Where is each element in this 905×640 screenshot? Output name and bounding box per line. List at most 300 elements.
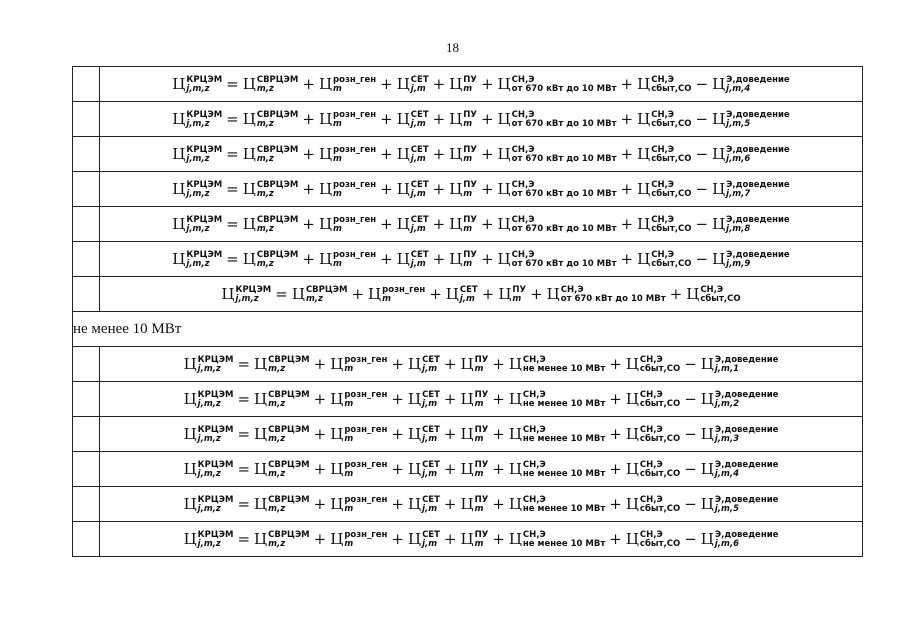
subscript: m xyxy=(463,224,473,235)
price-symbol: Ц xyxy=(318,214,333,233)
plus-sign: + xyxy=(380,250,393,269)
superscript: розн_ген xyxy=(344,354,388,365)
script xyxy=(726,216,790,234)
price-symbol: Ц xyxy=(318,179,333,198)
row-stub-cell xyxy=(73,102,100,137)
script xyxy=(198,531,234,549)
subscript: j,m xyxy=(410,119,426,130)
price-symbol: Ц xyxy=(449,179,463,198)
price-symbol: Ц xyxy=(183,494,197,513)
superscript: СЕТ xyxy=(422,389,440,400)
superscript: розн_ген xyxy=(333,214,377,225)
price-symbol: Ц xyxy=(712,249,726,268)
price-symbol: Ц xyxy=(172,109,186,128)
price-symbol: Ц xyxy=(242,74,256,93)
superscript: розн_ген xyxy=(333,74,377,85)
price-symbol: Ц xyxy=(330,354,344,373)
plus-sign: + xyxy=(432,75,446,94)
row-stub-cell xyxy=(73,452,100,487)
formula xyxy=(172,111,789,129)
plus-sign: + xyxy=(391,355,404,374)
plus-sign: + xyxy=(391,530,404,549)
script xyxy=(422,426,440,444)
equals-sign: = xyxy=(226,180,239,199)
price-symbol: Ц xyxy=(183,424,197,443)
price-symbol: Ц xyxy=(625,529,639,548)
subscript: j,m,z xyxy=(186,189,210,200)
price-symbol: Ц xyxy=(508,354,522,373)
superscript: розн_ген xyxy=(344,529,388,540)
formula xyxy=(184,496,779,514)
price-symbol: Ц xyxy=(508,459,522,478)
subscript: j,m,z xyxy=(186,84,210,95)
plus-sign: + xyxy=(669,285,683,304)
script xyxy=(523,461,605,479)
equals-sign: = xyxy=(237,390,251,409)
price-symbol: Ц xyxy=(497,214,511,233)
subscript: от 670 кВт до 10 МВт xyxy=(511,259,617,270)
superscript: СН,Э xyxy=(522,424,546,435)
script xyxy=(715,461,779,479)
equals-sign: = xyxy=(226,145,239,164)
superscript: СВРЦЭМ xyxy=(268,459,310,470)
subscript: сбыт,СО xyxy=(651,119,692,130)
script xyxy=(257,181,299,199)
subscript: m,z xyxy=(268,399,286,410)
superscript: Э,доведение xyxy=(726,144,790,155)
plus-sign: + xyxy=(443,355,457,374)
superscript: СЕТ xyxy=(422,354,440,365)
script xyxy=(344,461,387,479)
superscript: КРЦЭМ xyxy=(186,214,223,225)
plus-sign: + xyxy=(380,145,393,164)
formula-cell xyxy=(100,277,863,312)
subscript: j,m,z xyxy=(186,224,210,235)
script xyxy=(268,356,310,374)
minus-sign: − xyxy=(695,215,709,234)
superscript: СВРЦЭМ xyxy=(256,249,299,260)
price-symbol: Ц xyxy=(318,144,333,163)
formula-cell xyxy=(100,102,863,137)
price-symbol: Ц xyxy=(460,494,474,513)
subscript: j,m,6 xyxy=(714,539,740,550)
superscript: КРЦЭМ xyxy=(186,179,223,190)
subscript: сбыт,СО xyxy=(700,294,741,305)
price-symbol: Ц xyxy=(508,424,522,443)
script xyxy=(411,251,429,269)
superscript: СВРЦЭМ xyxy=(268,354,310,365)
price-symbol: Ц xyxy=(407,459,422,478)
superscript: КРЦЭМ xyxy=(197,459,234,470)
formula-table-body xyxy=(73,67,863,557)
subscript: m,z xyxy=(256,84,274,95)
superscript: СН,Э xyxy=(651,249,675,260)
price-symbol: Ц xyxy=(330,494,344,513)
formula-row xyxy=(73,347,863,382)
plus-sign: + xyxy=(380,110,393,129)
price-symbol: Ц xyxy=(318,74,333,93)
subscript: j,m,z xyxy=(197,399,221,410)
plus-sign: + xyxy=(609,530,622,549)
row-stub-cell xyxy=(73,242,100,277)
subscript: m xyxy=(333,154,342,165)
plus-sign: + xyxy=(302,250,315,269)
superscript: СН,Э xyxy=(639,354,663,365)
price-symbol: Ц xyxy=(407,424,422,443)
plus-sign: + xyxy=(492,390,505,409)
script xyxy=(512,146,617,164)
superscript: СН,Э xyxy=(651,179,675,190)
subscript: j,m,5 xyxy=(714,504,740,515)
subscript: сбыт,СО xyxy=(651,154,692,165)
script xyxy=(460,286,478,304)
script xyxy=(640,496,680,514)
price-symbol: Ц xyxy=(637,74,651,93)
price-symbol: Ц xyxy=(637,179,651,198)
subscript: сбыт,СО xyxy=(639,434,681,445)
plus-sign: + xyxy=(480,180,494,199)
superscript: Э,доведение xyxy=(726,214,790,225)
superscript: КРЦЭМ xyxy=(235,284,272,295)
script xyxy=(640,461,680,479)
subscript: m xyxy=(463,259,473,270)
price-symbol: Ц xyxy=(508,389,522,408)
script xyxy=(715,531,779,549)
subscript: сбыт,СО xyxy=(639,399,681,410)
superscript: СВРЦЭМ xyxy=(268,494,310,505)
subscript: j,m,9 xyxy=(726,259,751,270)
price-symbol: Ц xyxy=(637,249,651,268)
superscript: СН,Э xyxy=(511,249,535,260)
formula-row xyxy=(73,522,863,557)
subscript: сбыт,СО xyxy=(639,364,681,375)
plus-sign: + xyxy=(380,215,393,234)
script xyxy=(333,146,376,164)
subscript: m xyxy=(512,294,522,305)
subscript: j,m,5 xyxy=(726,119,751,130)
superscript: КРЦЭМ xyxy=(197,424,234,435)
price-symbol: Ц xyxy=(449,109,463,128)
script xyxy=(411,216,429,234)
subscript: j,m xyxy=(410,224,426,235)
script xyxy=(186,181,222,199)
plus-sign: + xyxy=(380,180,393,199)
script xyxy=(726,146,790,164)
subscript: m,z xyxy=(268,469,286,480)
superscript: СН,Э xyxy=(651,144,675,155)
superscript: розн_ген xyxy=(344,494,388,505)
subscript: m xyxy=(474,364,484,375)
script xyxy=(257,111,299,129)
script xyxy=(523,426,605,444)
formula-row xyxy=(73,277,863,312)
price-symbol: Ц xyxy=(712,144,726,163)
superscript: Э,доведение xyxy=(726,249,790,260)
superscript: СН,Э xyxy=(651,214,675,225)
plus-sign: + xyxy=(480,215,494,234)
plus-sign: + xyxy=(492,355,505,374)
subscript: m xyxy=(333,189,342,200)
subscript: j,m,3 xyxy=(714,434,740,445)
superscript: СН,Э xyxy=(651,109,675,120)
minus-sign: − xyxy=(684,460,697,479)
script xyxy=(422,531,440,549)
subscript: m,z xyxy=(268,504,286,515)
superscript: КРЦЭМ xyxy=(186,109,223,120)
price-symbol: Ц xyxy=(330,459,344,478)
formula-cell xyxy=(100,242,863,277)
subscript: j,m,2 xyxy=(714,399,740,410)
subscript: от 670 кВт до 10 МВт xyxy=(511,119,617,130)
formula-row xyxy=(73,207,863,242)
plus-sign: + xyxy=(443,425,457,444)
subscript: сбыт,СО xyxy=(651,189,692,200)
superscript: Э,доведение xyxy=(714,459,779,470)
subscript: j,m xyxy=(410,189,426,200)
plus-sign: + xyxy=(620,145,634,164)
price-symbol: Ц xyxy=(449,249,463,268)
script xyxy=(523,496,605,514)
formula-cell xyxy=(100,207,863,242)
formula-table xyxy=(72,66,863,557)
formula-cell xyxy=(100,382,863,417)
script xyxy=(651,181,691,199)
minus-sign: − xyxy=(695,180,709,199)
price-symbol: Ц xyxy=(498,284,512,303)
subscript: m xyxy=(344,399,354,410)
superscript: КРЦЭМ xyxy=(197,354,234,365)
formula xyxy=(221,286,740,304)
plus-sign: + xyxy=(480,75,494,94)
price-symbol: Ц xyxy=(460,529,474,548)
subscript: сбыт,СО xyxy=(651,224,692,235)
formula-cell xyxy=(100,67,863,102)
subscript: j,m,z xyxy=(186,259,210,270)
superscript: Э,доведение xyxy=(726,179,790,190)
plus-sign: + xyxy=(432,215,446,234)
plus-sign: + xyxy=(620,250,634,269)
formula-cell xyxy=(100,417,863,452)
superscript: СН,Э xyxy=(639,494,663,505)
superscript: СЕТ xyxy=(410,109,429,120)
script xyxy=(411,76,429,94)
price-symbol: Ц xyxy=(637,144,651,163)
superscript: ПУ xyxy=(463,179,477,190)
subscript: j,m,z xyxy=(186,154,210,165)
superscript: ПУ xyxy=(474,459,489,470)
price-symbol: Ц xyxy=(407,529,422,548)
script xyxy=(333,76,376,94)
superscript: СВРЦЭМ xyxy=(256,179,299,190)
script xyxy=(344,391,387,409)
plus-sign: + xyxy=(492,530,505,549)
superscript: СВРЦЭМ xyxy=(256,144,299,155)
superscript: ПУ xyxy=(474,529,489,540)
subscript: от 670 кВт до 10 МВт xyxy=(560,294,666,305)
formula-row xyxy=(73,487,863,522)
plus-sign: + xyxy=(302,145,315,164)
superscript: СВРЦЭМ xyxy=(268,529,310,540)
script xyxy=(268,496,310,514)
subscript: m xyxy=(474,504,484,515)
subscript: m xyxy=(333,259,342,270)
superscript: розн_ген xyxy=(333,249,377,260)
formula xyxy=(184,356,779,374)
plus-sign: + xyxy=(609,460,622,479)
script xyxy=(512,111,617,129)
script xyxy=(186,146,222,164)
subscript: сбыт,СО xyxy=(639,504,681,515)
superscript: розн_ген xyxy=(344,424,388,435)
script xyxy=(257,146,299,164)
superscript: ПУ xyxy=(463,214,477,225)
script xyxy=(726,111,790,129)
superscript: СН,Э xyxy=(522,459,546,470)
equals-sign: = xyxy=(237,460,251,479)
script xyxy=(523,531,605,549)
row-stub-cell xyxy=(73,382,100,417)
plus-sign: + xyxy=(302,180,315,199)
price-symbol: Ц xyxy=(254,529,268,548)
plus-sign: + xyxy=(302,215,315,234)
price-symbol: Ц xyxy=(712,109,726,128)
script xyxy=(268,461,310,479)
formula-row xyxy=(73,452,863,487)
price-symbol: Ц xyxy=(172,249,186,268)
price-symbol: Ц xyxy=(242,109,256,128)
formula-row xyxy=(73,417,863,452)
price-symbol: Ц xyxy=(396,179,410,198)
plus-sign: + xyxy=(432,180,446,199)
subscript: m xyxy=(344,364,354,375)
price-symbol: Ц xyxy=(449,214,463,233)
formula xyxy=(172,216,789,234)
subscript: j,m,z xyxy=(186,119,210,130)
plus-sign: + xyxy=(620,215,634,234)
subscript: от 670 кВт до 10 МВт xyxy=(511,154,617,165)
equals-sign: = xyxy=(226,110,239,129)
script xyxy=(422,461,440,479)
script xyxy=(333,111,376,129)
plus-sign: + xyxy=(429,285,442,304)
equals-sign: = xyxy=(237,355,251,374)
superscript: СН,Э xyxy=(639,424,663,435)
superscript: СН,Э xyxy=(639,389,663,400)
price-symbol: Ц xyxy=(172,74,186,93)
subscript: сбыт,СО xyxy=(651,84,692,95)
superscript: Э,доведение xyxy=(714,529,779,540)
row-stub-cell xyxy=(73,347,100,382)
subscript: m xyxy=(474,434,484,445)
plus-sign: + xyxy=(609,495,622,514)
price-symbol: Ц xyxy=(625,354,639,373)
plus-sign: + xyxy=(313,530,327,549)
price-symbol: Ц xyxy=(407,494,422,513)
script xyxy=(198,461,234,479)
script xyxy=(726,181,790,199)
price-symbol: Ц xyxy=(700,459,714,478)
price-symbol: Ц xyxy=(497,179,511,198)
superscript: СН,Э xyxy=(639,459,663,470)
script xyxy=(463,181,477,199)
superscript: СВРЦЭМ xyxy=(256,74,299,85)
formula-row xyxy=(73,172,863,207)
script xyxy=(651,146,691,164)
plus-sign: + xyxy=(313,390,327,409)
subscript: m xyxy=(333,224,342,235)
script xyxy=(333,181,376,199)
equals-sign: = xyxy=(226,215,239,234)
subscript: m,z xyxy=(256,259,274,270)
superscript: СЕТ xyxy=(410,144,429,155)
formula xyxy=(184,391,779,409)
script xyxy=(475,461,489,479)
subscript: j,m xyxy=(410,84,426,95)
plus-sign: + xyxy=(620,180,634,199)
plus-sign: + xyxy=(432,110,446,129)
script xyxy=(715,426,779,444)
subscript: m xyxy=(333,84,342,95)
formula-row xyxy=(73,102,863,137)
script xyxy=(382,286,425,304)
script xyxy=(512,286,526,304)
subscript: не менее 10 МВт xyxy=(522,434,606,445)
script xyxy=(475,391,489,409)
superscript: Э,доведение xyxy=(726,109,790,120)
script xyxy=(512,216,617,234)
price-symbol: Ц xyxy=(242,144,256,163)
superscript: СН,Э xyxy=(639,529,663,540)
subscript: j,m,4 xyxy=(714,469,740,480)
superscript: СВРЦЭМ xyxy=(256,109,299,120)
subscript: m,z xyxy=(268,434,286,445)
superscript: ПУ xyxy=(463,249,477,260)
script xyxy=(715,391,779,409)
script xyxy=(268,426,310,444)
plus-sign: + xyxy=(443,495,457,514)
superscript: СВРЦЭМ xyxy=(268,389,310,400)
superscript: КРЦЭМ xyxy=(186,74,223,85)
subscript: не менее 10 МВт xyxy=(522,364,606,375)
superscript: СЕТ xyxy=(422,494,440,505)
formula-cell xyxy=(100,452,863,487)
formula-cell xyxy=(100,347,863,382)
row-stub-cell xyxy=(73,207,100,242)
plus-sign: + xyxy=(432,145,446,164)
formula xyxy=(172,146,789,164)
price-symbol: Ц xyxy=(625,389,639,408)
script xyxy=(715,496,779,514)
subscript: сбыт,СО xyxy=(639,469,681,480)
price-symbol: Ц xyxy=(497,74,511,93)
script xyxy=(463,146,477,164)
superscript: ПУ xyxy=(463,144,477,155)
superscript: Э,доведение xyxy=(714,354,779,365)
script xyxy=(463,251,477,269)
price-symbol: Ц xyxy=(330,529,344,548)
superscript: СЕТ xyxy=(422,424,440,435)
plus-sign: + xyxy=(313,355,327,374)
superscript: Э,доведение xyxy=(714,424,779,435)
equals-sign: = xyxy=(237,495,251,514)
minus-sign: − xyxy=(695,110,709,129)
plus-sign: + xyxy=(443,460,457,479)
script xyxy=(640,356,680,374)
subscript: j,m xyxy=(422,469,438,480)
row-stub-cell xyxy=(73,487,100,522)
superscript: СЕТ xyxy=(410,214,429,225)
formula xyxy=(184,426,779,444)
